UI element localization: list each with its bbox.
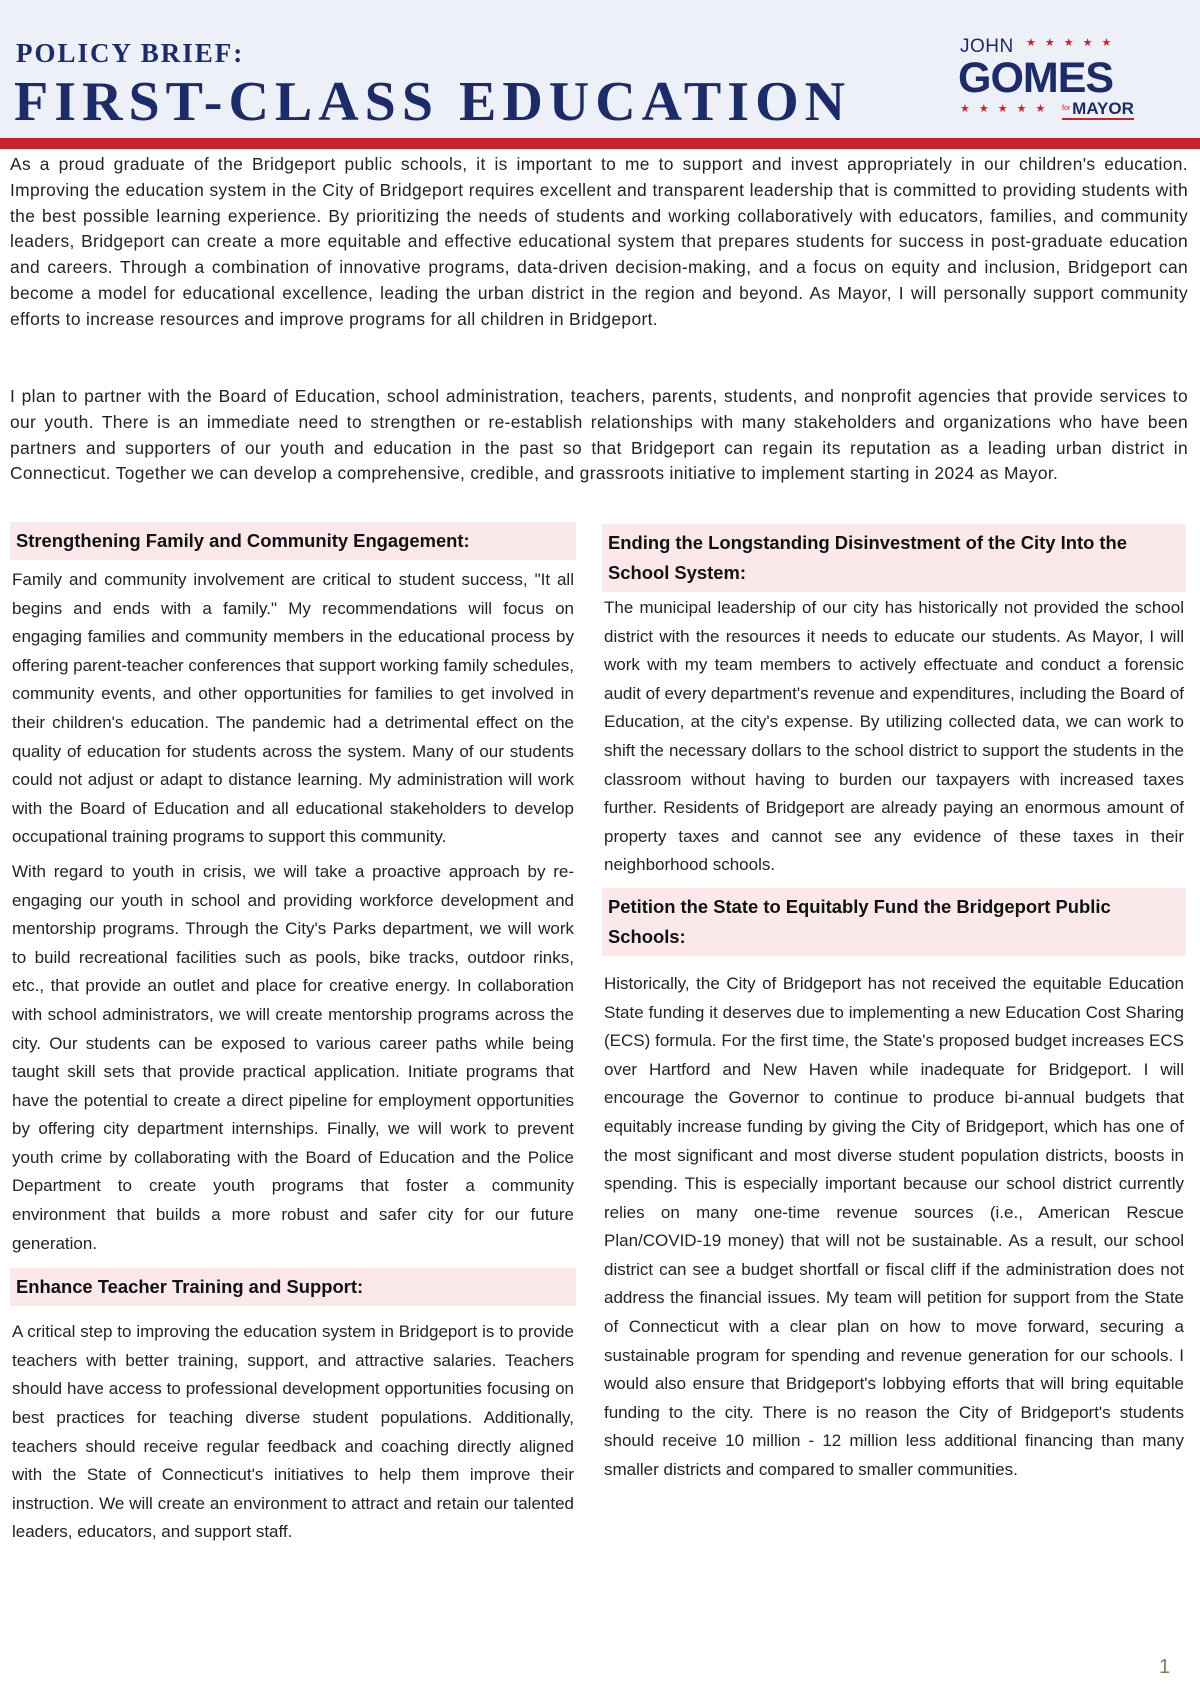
logo-last-name: GOMES: [958, 54, 1114, 102]
logo-office-text: MAYOR: [1072, 99, 1134, 118]
page-number: 1: [1159, 1656, 1171, 1678]
campaign-logo: [958, 36, 1134, 122]
page-header: [0, 0, 1200, 138]
logo-first-name: JOHN: [960, 36, 1014, 57]
family-engagement-heading: Strengthening Family and Community Engagement:: [10, 522, 576, 560]
teacher-training-heading: Enhance Teacher Training and Support:: [10, 1268, 576, 1306]
disinvestment-heading: Ending the Longstanding Disinvestment of the City Into the School System:: [602, 524, 1186, 592]
state-funding-heading: Petition the State to Equitably Fund the Bridgeport Public Schools:: [602, 888, 1186, 956]
left-column: [10, 522, 576, 1547]
logo-for: for: [1062, 105, 1071, 112]
header-divider: [0, 138, 1200, 149]
intro-paragraph-1: As a proud graduate of the Bridgeport public schools, it is important to me to support and invest appropriately in our children's education. Improving the education system in the City of Bridgeport requires excellent and transparent leadership that is committed to providing students with the best possible learning experience. By prioritizing the needs of students and working collaboratively with educators, families, and community leaders, Bridgeport can create a more equitable and effective educational system that prepares students for success in post-graduate education and careers. Through a combination of innovative programs, data-driven decision-making, and a focus on equity and inclusion, Bridgeport can become a model for educational excellence, leading the urban district in the region and beyond. As Mayor, I will personally support community efforts to increase resources and improve programs for all children in Bridgeport.: [10, 154, 1188, 329]
logo-office: [1062, 99, 1134, 120]
family-engagement-paragraph-1: Family and community involvement are critical to student success, "It all begins and ends with a family." My recommendations will focus on engaging families and community members in the educational process by offering parent-teacher conferences that support working family schedules, community events, and other opportunities for families to get involved in their children's education. The pandemic had a detrimental effect on the quality of education for students across the system. Many of our students could not adjust or adapt to distance learning. My administration will work with the Board of Education and all educational stakeholders to develop occupational training programs to support this community.: [12, 570, 574, 847]
teacher-training-paragraph: A critical step to improving the education system in Bridgeport is to provide teachers with better training, support, and attractive salaries. Teachers should have access to professional development opportunities focusing on best practices for teaching diverse student populations. Additionally, teachers should receive regular feedback and coaching directly aligned with the State of Connecticut's initiatives to help them improve their instruction. We will create an environment to attract and retain our talented leaders, educators, and support staff.: [12, 1322, 574, 1542]
right-column: [602, 524, 1186, 1485]
state-funding-paragraph: Historically, the City of Bridgeport has not received the equitable Education State funding it deserves due to implementing a new Education Cost Sharing (ECS) formula. For the first time, the State's proposed budget increases ECS over Hartford and New Haven while inadequate for Bridgeport. I will encourage the Governor to continue to produce bi-annual budgets that equitably increase funding by giving the City of Bridgeport, which has one of the most significant and most diverse student population districts, boosts in spending. This is especially important because our school district currently relies on many one-time revenue sources (i.e., American Rescue Plan/COVID-19 money) that will not be sustainable. As a result, our school district can see a budget shortfall or fiscal cliff if the administration does not address the financial issues. My team will petition for support from the State of Connecticut with a clear plan on how to move forward, securing a sustainable program for spending and revenue generation for our schools. I would also ensure that Bridgeport's lobbying efforts that will bring equitable funding to the city. There is no reason the City of Bridgeport's students should receive 10 million - 12 million less additional financing than many smaller districts and compared to smaller communities.: [604, 973, 1184, 1480]
logo-stars-top-icon: ★★★★★: [1026, 36, 1121, 49]
policy-brief-label: POLICY BRIEF:: [16, 38, 245, 68]
disinvestment-paragraph: The municipal leadership of our city has historically not provided the school district with the resources it needs to educate our students. As Mayor, I will work with my team members to actively effectuate and conduct a forensic audit of every department's revenue and expenditures, including the Board of Education, at the city's expense. By utilizing collected data, we can work to shift the necessary dollars to the school district to support the students in the classroom without having to burden our taxpayers with increased taxes further. Residents of Bridgeport are already paying an enormous amount of property taxes and cannot see any evidence of these taxes in their neighborhood schools.: [604, 598, 1184, 875]
logo-stars-bottom-icon: ★★★★★: [960, 102, 1055, 115]
family-engagement-paragraph-2: With regard to youth in crisis, we will take a proactive approach by re-engaging our youth in school and providing workforce development and mentorship programs. Through the City's Parks department, we will work to build recreational facilities such as pools, bike tracks, outdoor rinks, etc., that provide an outlet and place for creative energy. In collaboration with school administrators, we will create mentorship programs across the city. Our students can be exposed to various career paths while being taught skill sets that provide practical application. Initiate programs that have the potential to create a direct pipeline for employment opportunities by offering city department internships. Finally, we will work to prevent youth crime by collaborating with the Board of Education and the Police Department to create youth programs that foster a community environment that builds a more robust and safer city for our future generation.: [12, 861, 574, 1253]
intro-paragraph-2: I plan to partner with the Board of Education, school administration, teachers, parents, students, and nonprofit agencies that provide services to our youth. There is an immediate need to strengthen or re-establish relationships with many stakeholders and organizations who have been partners and supporters of our youth and education in the past so that Bridgeport can regain its reputation as a leading urban district in Connecticut. Together we can develop a comprehensive, credible, and grassroots initiative to implement starting in 2024 as Mayor.: [10, 386, 1188, 484]
page-title: FIRST-CLASS EDUCATION: [14, 71, 852, 133]
